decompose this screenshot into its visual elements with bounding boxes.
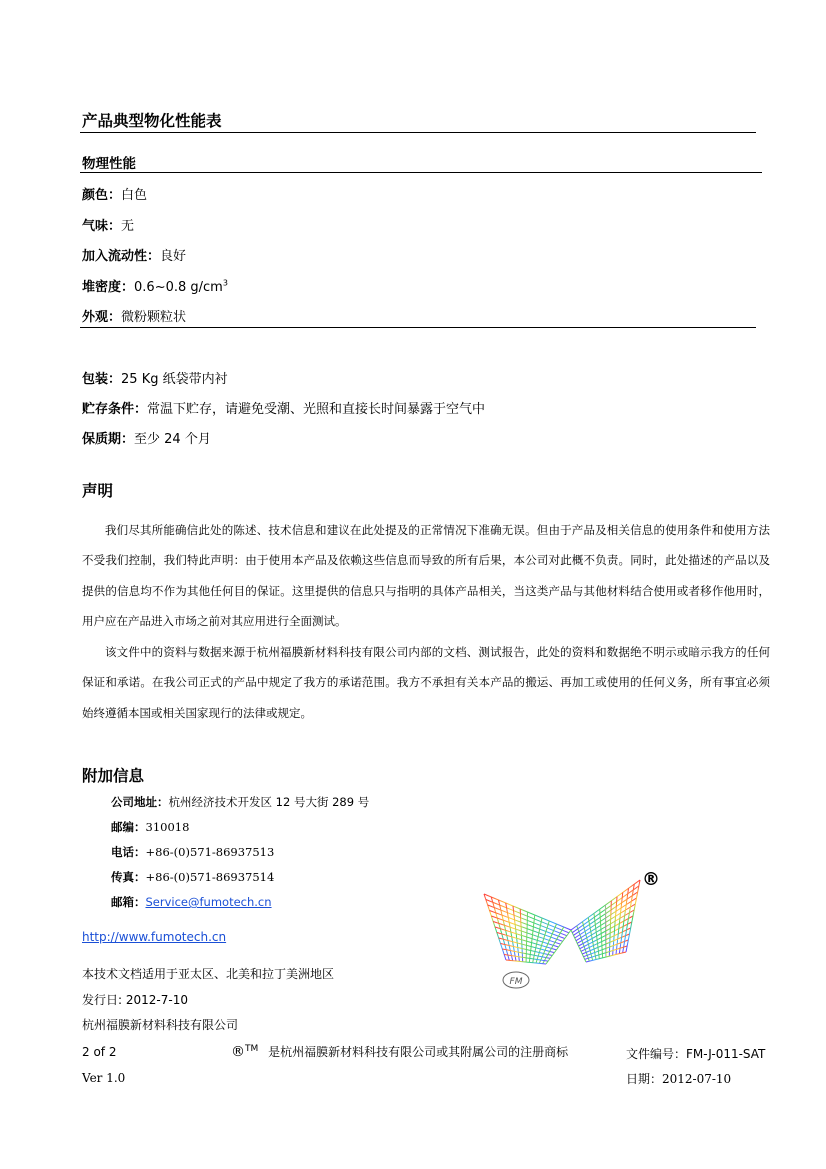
additional-heading: 附加信息 (82, 767, 145, 785)
website-link[interactable]: http://www.fumotech.cn (82, 930, 227, 944)
title-divider (80, 132, 756, 133)
odor-label: 气味： (82, 219, 122, 234)
footer-date: 日期：2012-07-10 (626, 1072, 732, 1086)
page-title: 产品典型物化性能表 (82, 112, 222, 130)
document-number: 文件编号：FM-J-011-SAT (626, 1047, 766, 1061)
physical-end-divider (80, 327, 756, 328)
postcode-value: 310018 (145, 820, 190, 834)
logo-mesh-graphic (476, 872, 666, 992)
logo-emblem: FM (509, 977, 523, 987)
density-value: 0.6~0.8 g/cm (134, 280, 223, 295)
email-label: 邮箱： (111, 895, 146, 909)
storage-value: 常温下贮存，请避免受潮、光照和直接长时间暴露于空气中 (147, 402, 486, 417)
physical-heading: 物理性能 (82, 156, 136, 172)
fax-label: 传真： (111, 870, 146, 884)
address-label: 公司地址： (111, 795, 169, 809)
postcode-row (111, 819, 189, 835)
color-value: 白色 (121, 188, 148, 203)
color-row (82, 184, 147, 203)
page-number: 2 of 2 (82, 1045, 117, 1059)
pack-row (82, 368, 228, 387)
appearance-label: 外观： (82, 310, 122, 325)
region-note: 本技术文档适用于亚太区、北美和拉丁美洲地区 (82, 967, 335, 981)
company-logo (476, 872, 666, 992)
shelf-row (82, 428, 211, 447)
version: Ver 1.0 (82, 1071, 126, 1085)
physical-divider (80, 172, 762, 173)
density-row (82, 276, 228, 295)
trademark-text: 是杭州福膜新材料科技有限公司或其附属公司的注册商标 (268, 1045, 569, 1059)
statement-paragraph-2: 该文件中的资料与数据来源于杭州福膜新材料科技有限公司内部的文档、测试报告，此处的资料和数据绝不明示或暗示我方的任何保证和承诺。在我公司正式的产品中规定了我方的承诺范围。我方不承担有关本产品的搬运、再加工或使用的任何义务，所有事宜必须始终遵循本国或相关国家现行的法律或规定。 (82, 645, 770, 720)
storage-row (82, 398, 485, 417)
issue-date: 发行日: 2012-7-10 (82, 993, 188, 1007)
phone-value: +86-(0)571-86937513 (145, 845, 275, 859)
shelf-label: 保质期： (82, 432, 135, 447)
postcode-label: 邮编： (111, 820, 146, 834)
trademark-line (231, 1043, 568, 1060)
density-superscript: 3 (222, 278, 228, 288)
flow-value: 良好 (160, 249, 187, 264)
address-value: 杭州经济技术开发区 12 号大街 289 号 (168, 795, 370, 809)
appearance-row (82, 306, 186, 325)
registered-mark: ® (642, 869, 660, 890)
appearance-value: 微粉颗粒状 (121, 310, 187, 325)
flow-label: 加入流动性： (82, 249, 161, 264)
email-link[interactable]: Service@fumotech.cn (145, 895, 272, 909)
odor-row (82, 215, 134, 234)
phone-label: 电话： (111, 845, 146, 859)
pack-label: 包装： (82, 372, 122, 387)
storage-label: 贮存条件： (82, 402, 148, 417)
address-row (111, 794, 369, 810)
statement-paragraph-1: 我们尽其所能确信此处的陈述、技术信息和建议在此处提及的正常情况下准确无误。但由于产品及相关信息的使用条件和使用方法不受我们控制，我们特此声明：由于使用本产品及依赖这些信息而导致的所有后果，本公司对此概不负责。同时，此处描述的产品以及提供的信息均不作为其他任何目的保证。这里提供的信息只与指明的具体产品相关，当这类产品与其他材料结合使用或者移作他用时，用户应在产品进入市场之前对其应用进行全面测试。 (82, 523, 770, 628)
company-name: 杭州福膜新材料科技有限公司 (82, 1018, 239, 1032)
density-label: 堆密度： (82, 280, 135, 295)
shelf-value: 至少 24 个月 (134, 432, 211, 447)
color-label: 颜色： (82, 188, 122, 203)
fax-value: +86-(0)571-86937514 (145, 870, 275, 884)
statement-heading: 声明 (82, 482, 114, 500)
odor-value: 无 (121, 219, 135, 234)
pack-value: 25 Kg 纸袋带内衬 (121, 372, 228, 387)
email-row (111, 894, 272, 910)
tm-symbol: TM (245, 1044, 259, 1054)
phone-row (111, 844, 274, 860)
trademark-symbol: ® (231, 1044, 245, 1060)
flow-row (82, 245, 186, 264)
fax-row (111, 869, 274, 885)
